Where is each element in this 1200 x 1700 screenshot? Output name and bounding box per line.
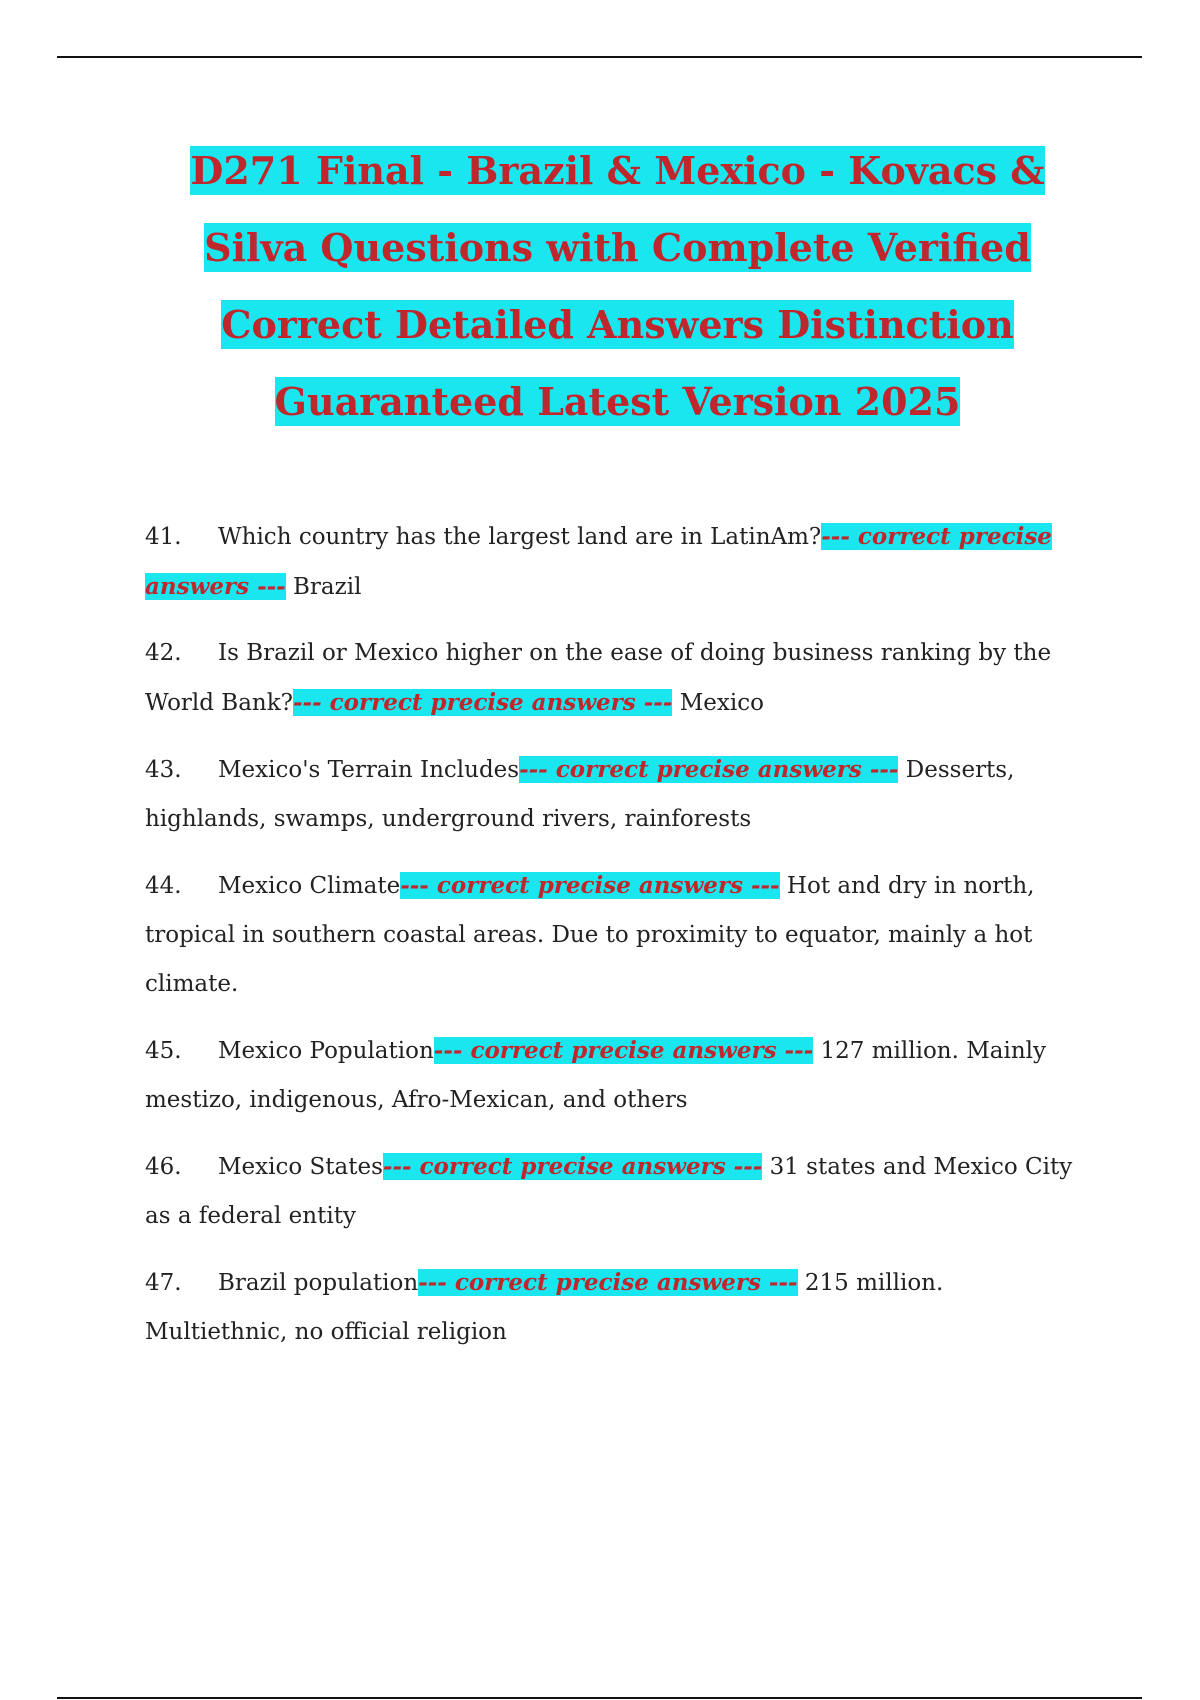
- answer-text: 127 million. Mainly mestizo, indigenous, Afro-Mexican, and others: [145, 1038, 1047, 1113]
- question-text: Mexico States: [218, 1154, 383, 1180]
- question-number: 46.: [145, 1154, 182, 1180]
- answer-marker: --- correct precise answers ---: [382, 1153, 763, 1180]
- answer-text: Hot and dry in north, tropical in southern coastal areas. Due to proximity to equator, mainly a hot climate.: [145, 873, 1035, 997]
- title-line-3: Correct Detailed Answers Distinction: [221, 302, 1014, 347]
- answer-marker: --- correct precise answers ---: [145, 523, 1052, 600]
- question-number: 47.: [145, 1270, 182, 1296]
- answer-text: Desserts, highlands, swamps, underground rivers, rainforests: [145, 757, 1015, 832]
- question-text: Which country has the largest land are in LatinAm?: [218, 524, 822, 550]
- title-line-4: Guaranteed Latest Version 2025: [274, 379, 961, 424]
- question-item-46: [145, 1142, 1085, 1241]
- question-number: 44.: [145, 873, 182, 899]
- question-number: 45.: [145, 1038, 182, 1064]
- answer-marker: --- correct precise answers ---: [293, 689, 673, 716]
- question-text: Brazil population: [218, 1270, 419, 1296]
- answer-marker: --- correct precise answers ---: [433, 1037, 814, 1064]
- question-number: 41.: [145, 524, 182, 550]
- question-list: [145, 512, 1085, 1374]
- top-rule: [57, 56, 1142, 58]
- document-title: [130, 132, 1105, 440]
- question-item-42: [145, 629, 1085, 728]
- answer-marker: --- correct precise answers ---: [400, 872, 780, 899]
- question-item-45: [145, 1026, 1085, 1125]
- answer-text: Mexico: [672, 690, 764, 716]
- question-text: Mexico's Terrain Includes: [218, 757, 520, 783]
- question-text: Mexico Climate: [218, 873, 401, 899]
- answer-text: Brazil: [285, 574, 362, 600]
- title-line-1: D271 Final - Brazil & Mexico - Kovacs &: [190, 148, 1045, 193]
- answer-text: 31 states and Mexico City as a federal entity: [145, 1154, 1073, 1229]
- question-item-47: [145, 1258, 1085, 1357]
- question-item-44: [145, 861, 1085, 1009]
- bottom-rule: [57, 1697, 1142, 1699]
- question-item-41: [145, 512, 1085, 612]
- question-number: 43.: [145, 757, 182, 783]
- question-text: Mexico Population: [218, 1038, 434, 1064]
- question-text: Is Brazil or Mexico higher on the ease of doing business ranking by the World Bank?: [145, 640, 1052, 716]
- answer-marker: --- correct precise answers ---: [418, 1269, 798, 1296]
- answer-text: 215 million. Multiethnic, no official religion: [145, 1270, 944, 1345]
- title-line-2: Silva Questions with Complete Verified: [204, 225, 1031, 270]
- question-number: 42.: [145, 640, 182, 666]
- answer-marker: --- correct precise answers ---: [519, 756, 899, 783]
- question-item-43: [145, 745, 1085, 844]
